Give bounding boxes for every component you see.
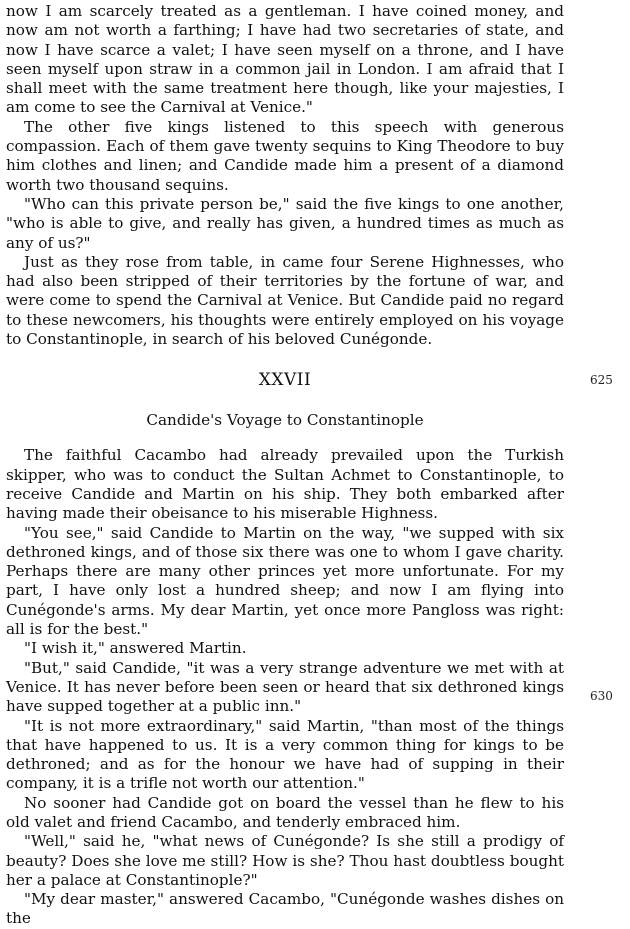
paragraph: No sooner had Candide got on board the vessel than he flew to his old valet and friend Cacambo, and tenderly embraced him. xyxy=(6,793,564,831)
page-body xyxy=(6,2,564,929)
text-block-top xyxy=(6,2,564,349)
paragraph: The other five kings listened to this speech with generous compassion. Each of them gave twenty sequins to King Theodore to buy him clothes and linen; and Candide made him a present of a diamond worth two thousand sequins. xyxy=(6,117,564,194)
paragraph: "I wish it," answered Martin. xyxy=(24,639,247,658)
text-block-bottom xyxy=(6,446,564,928)
paragraph: Just as they rose from table, in came four Serene Highnesses, who had also been stripped of their territories by the fortune of war, and were come to spend the Carnival at Venice. But Candide paid no regard to these newcomers, his thoughts were entirely employed on his voyage to Constantinople, in search of his beloved Cunégonde. xyxy=(6,252,564,349)
paragraph: now I am scarcely treated as a gentleman. I have coined money, and now am not worth a farthing; I have had two secretaries of state, and now I have scarce a valet; I have seen myself on a throne, and I have seen myself upon straw in a common jail in London. I am afraid that I shall meet with the same treatment here though, like your majesties, I am come to see the Carnival at Venice." xyxy=(6,2,564,117)
line-number: 630 xyxy=(590,689,613,703)
paragraph: The faithful Cacambo had already prevailed upon the Turkish skipper, who was to conduct the Sultan Achmet to Constantinople, to receive Candide and Martin on his ship. They both embarked after having made their obeisance to his miserable Highness. xyxy=(6,446,564,523)
chapter-number: XXVII xyxy=(258,370,312,391)
paragraph: "Who can this private person be," said the five kings to one another, "who is able to give, and really has given, a hundred times as much as any of us?" xyxy=(6,194,564,252)
paragraph: "Well," said he, "what news of Cunégonde? Is she still a prodigy of beauty? Does she love me still? How is she? Thou hast doubtless bought her a palace at Constantinople?" xyxy=(6,832,564,889)
line-number: 625 xyxy=(590,373,613,387)
paragraph: "You see," said Candide to Martin on the way, "we supped with six dethroned kings, and of those six there was one to whom I gave charity. Perhaps there are many other princes yet more unfortunate. For my part, I have only lost a hundred sheep; and now I am flying into Cunégonde's arms. My dear Martin, yet once more Pangloss was right: all is for the best." xyxy=(6,523,564,639)
chapter-title: Candide's Voyage to Constantinople xyxy=(146,411,424,430)
paragraph: "My dear master," answered Cacambo, "Cunégonde washes dishes on the xyxy=(6,890,564,928)
paragraph: "But," said Candide, "it was a very strange adventure we met with at Venice. It has never before been seen or heard that six dethroned kings have supped together at a public inn." xyxy=(6,658,564,716)
paragraph: "It is not more extraordinary," said Martin, "than most of the things that have happened to us. It is a very common thing for kings to be dethroned; and as for the honour we have had of supping in their company, it is a trifle not worth our attention." xyxy=(6,716,564,793)
